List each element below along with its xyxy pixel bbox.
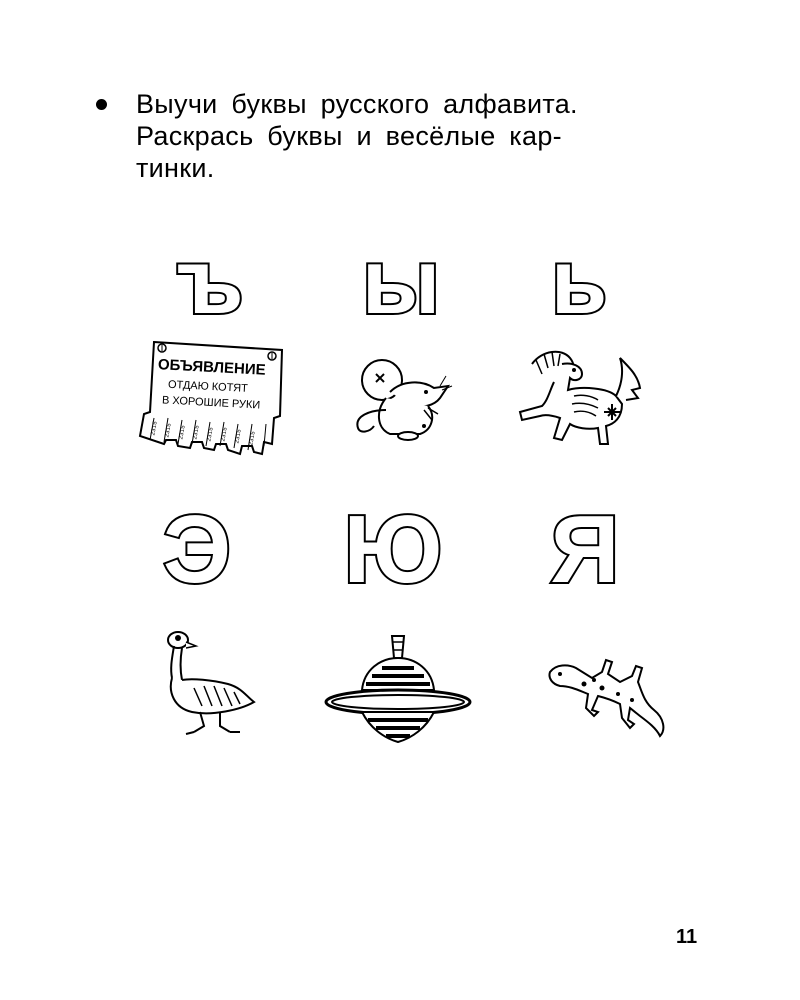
letter-ya: Я [550, 496, 620, 603]
instruction-line-2: Раскрась буквы и весёлые кар- [136, 121, 562, 151]
instruction-line-1: Выучи буквы русского алфавита. [136, 89, 578, 119]
svg-text:2315: 2315 [219, 426, 229, 443]
svg-text:2315: 2315 [163, 422, 173, 439]
letter-hard-sign: ъ [176, 231, 244, 333]
announcement-line-1: ОТДАЮ КОТЯТ [167, 378, 249, 395]
svg-text:2315: 2315 [233, 428, 243, 445]
svg-text:2315: 2315 [177, 424, 187, 441]
announcement-line-2: В ХОРОШИЕ РУКИ [161, 394, 261, 412]
letter-yery: ы [361, 231, 441, 333]
letter-yu: Ю [343, 496, 443, 603]
letter-e: Э [162, 496, 232, 603]
bullet-icon [96, 99, 107, 110]
svg-text:2315: 2315 [191, 424, 201, 441]
instruction-line-3: тинки. [136, 153, 215, 183]
page-number: 11 [676, 926, 698, 948]
announcement-picture [132, 336, 297, 466]
svg-text:2315: 2315 [247, 430, 257, 447]
svg-text:2315: 2315 [205, 426, 215, 443]
horse-icon [512, 344, 647, 449]
lizard-icon [546, 652, 671, 742]
ostrich-icon [150, 628, 265, 738]
mouse-icon [350, 350, 455, 445]
letter-soft-sign: ь [550, 231, 608, 333]
spinning-top-icon [322, 632, 474, 748]
svg-text:2315: 2315 [149, 420, 159, 437]
announcement-title: ОБЪЯВЛЕНИЕ [157, 356, 267, 379]
